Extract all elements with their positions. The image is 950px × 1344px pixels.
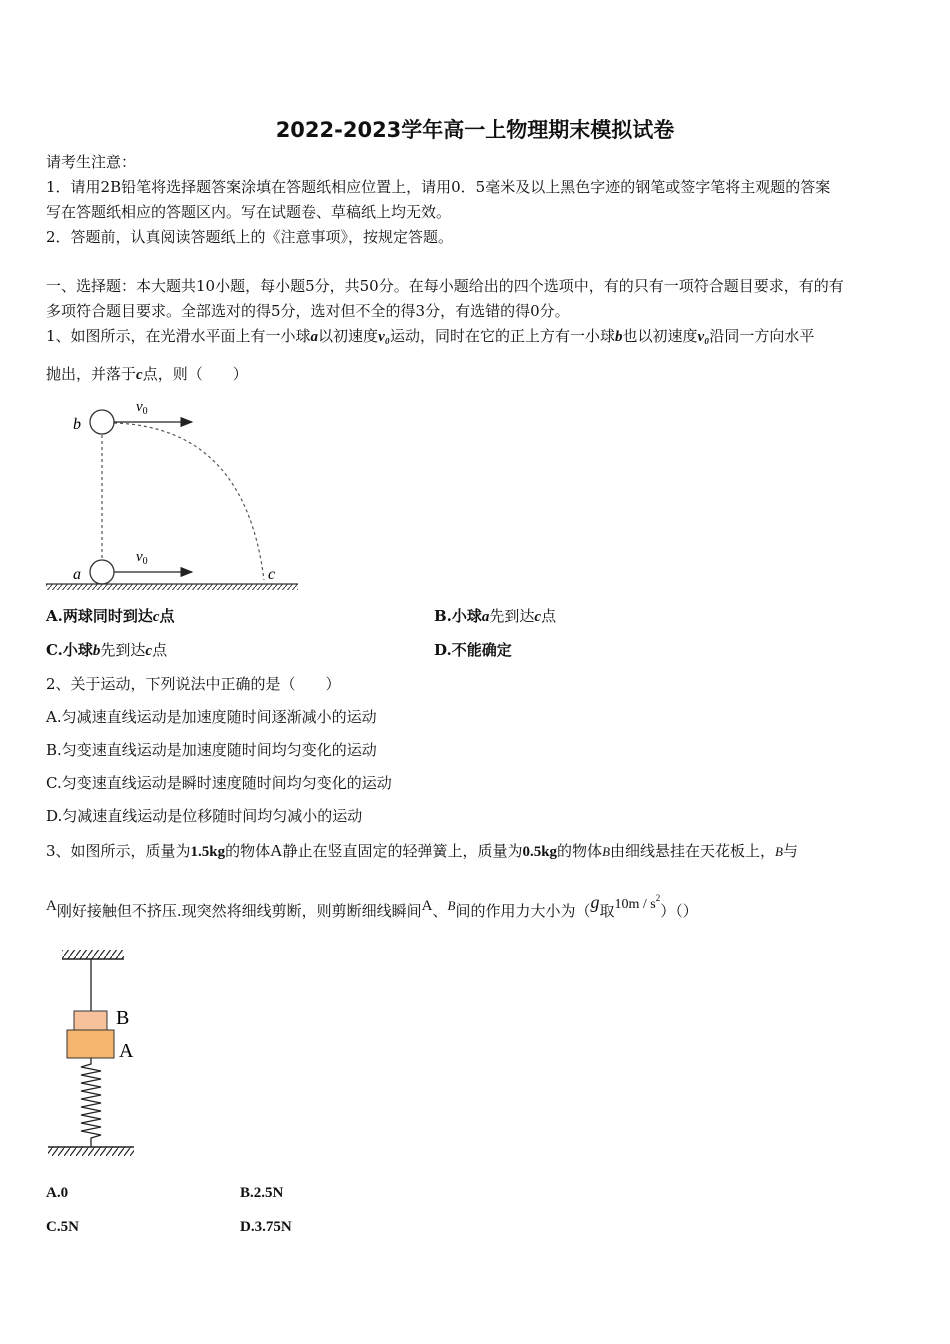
q2-option-d: D.匀减速直线运动是位移随时间均匀减小的运动: [46, 807, 363, 825]
block-b: [74, 1011, 107, 1030]
notice-line-2: 2．答题前，认真阅读答题纸上的《注意事项》，按规定答题。: [46, 228, 454, 246]
q3-option-c: C.5N: [46, 1219, 79, 1235]
page-title: 2022-2023学年高一上物理期末模拟试卷: [275, 118, 675, 142]
notice-line-1b: 写在答题纸相应的答题区内。写在试题卷、草稿纸上均无效。: [46, 203, 452, 221]
q1-option-c: C.小球b先到达c点: [46, 641, 168, 659]
q3-figure: [40, 940, 160, 1165]
q1-option-d: D.不能确定: [434, 641, 512, 659]
q1-option-a: A.两球同时到达c点: [46, 607, 175, 625]
q1-stem-line-2: 抛出，并落于c点，则（ ）: [46, 365, 248, 383]
q1-stem-line-1: 1、如图所示，在光滑水平面上有一小球a以初速度v₀运动，同时在它的正上方有一小球b也以初速度v₀沿同一方向水平: [46, 327, 815, 345]
q2-stem: 2、关于运动，下列说法中正确的是（ ）: [46, 675, 341, 693]
q1-figure: [40, 395, 310, 600]
q2-option-c: C.匀变速直线运动是瞬时速度随时间均匀变化的运动: [46, 774, 392, 792]
q1-option-b: B.小球a先到达c点: [434, 607, 557, 625]
spring: [81, 1058, 101, 1147]
ball-a: [90, 560, 114, 584]
q3-option-d: D.3.75N: [240, 1219, 292, 1235]
section-line-2: 多项符合题目要求。全部选对的得5分，选对但不全的得3分，有选错的得0分。: [46, 302, 570, 320]
label-b: b: [73, 416, 81, 433]
ceiling-hatch: [62, 950, 124, 959]
label-block-b: B: [116, 1007, 130, 1029]
ball-b: [90, 410, 114, 434]
floor-hatch: [48, 1147, 134, 1156]
block-a: [67, 1030, 114, 1058]
q3-stem-line-2: A刚好接触但不挤压.现突然将细线剪断，则剪断细线瞬间A、B间的作用力大小为（g取$10m / s^2)()$: [46, 892, 698, 920]
q2-option-a: A.匀减速直线运动是加速度随时间逐渐减小的运动: [46, 708, 377, 726]
label-block-a: A: [119, 1040, 134, 1062]
q3-option-b: B.2.5N: [240, 1185, 284, 1201]
notice-heading: 请考生注意：: [46, 153, 137, 171]
section-line-1: 一、选择题：本大题共10小题，每小题5分，共50分。在每小题给出的四个选项中，有的只有一项符合题目要求，有的有: [46, 277, 844, 295]
q3-option-a: A.0: [46, 1185, 69, 1201]
label-a: a: [73, 566, 81, 583]
label-c: c: [268, 566, 276, 583]
ground-hatch: [46, 584, 298, 590]
q3-stem-line-1: 3、如图所示，质量为1.5kg的物体A静止在竖直固定的轻弹簧上，质量为0.5kg的物体B由细线悬挂在天花板上，B与: [46, 841, 798, 860]
label-v0-top: $v_0$: [136, 399, 148, 417]
notice-line-1a: 1．请用2B铅笔将选择题答案涂填在答题纸相应位置上，请用0．5毫米及以上黑色字迹的钢笔或签字笔将主观题的答案: [46, 178, 831, 196]
q2-option-b: B.匀变速直线运动是加速度随时间均匀变化的运动: [46, 741, 377, 759]
label-v0-bottom: $v_0$: [136, 549, 148, 567]
